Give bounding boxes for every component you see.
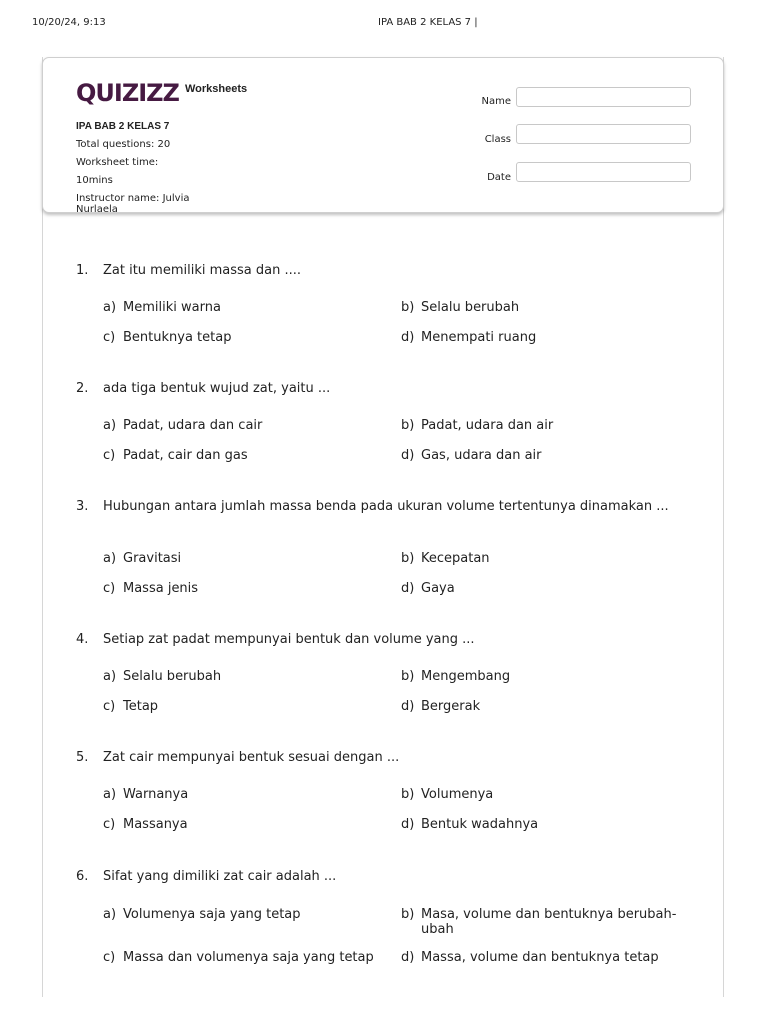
option-text: Volumenya (421, 787, 494, 802)
question-text: ada tiga bentuk wujud zat, yaitu ... (103, 381, 331, 396)
option-letter: d) (401, 330, 415, 345)
option-letter: d) (401, 448, 415, 463)
option-letter: b) (401, 669, 415, 684)
print-header (0, 17, 768, 31)
quizizz-logo (76, 79, 247, 107)
question-number: 3. (76, 499, 89, 514)
option-letter: d) (401, 699, 415, 714)
option-text: Bergerak (421, 699, 481, 714)
question-number: 5. (76, 750, 89, 765)
option-text: Padat, udara dan air (421, 418, 554, 433)
class-label: Class (484, 134, 511, 145)
option-letter: c) (103, 699, 116, 714)
option-text: Padat, udara dan cair (123, 418, 263, 433)
worksheet-title: IPA BAB 2 KELAS 7 (76, 121, 170, 132)
option-letter: a) (103, 669, 117, 684)
date-label: Date (487, 172, 511, 183)
option-text: Bentuk wadahnya (421, 817, 539, 832)
question-number: 1. (76, 263, 89, 278)
option-letter: a) (103, 787, 117, 802)
option-text: Menempati ruang (421, 330, 537, 345)
option-letter: a) (103, 300, 117, 315)
option-letter: b) (401, 300, 415, 315)
logo-subtitle: Worksheets (184, 83, 248, 95)
question-text: Zat cair mempunyai bentuk sesuai dengan ... (103, 750, 400, 765)
print-title: IPA BAB 2 KELAS 7 | (378, 17, 478, 28)
option-text: Selalu berubah (421, 300, 520, 315)
option-letter: c) (103, 817, 116, 832)
question-number: 2. (76, 381, 89, 396)
option-letter: d) (401, 817, 415, 832)
question-text: Setiap zat padat mempunyai bentuk dan volume yang ... (103, 632, 475, 647)
option-text: Bentuknya tetap (123, 330, 232, 345)
option-text: Kecepatan (421, 551, 490, 566)
total-questions: Total questions: 20 (76, 139, 171, 150)
option-text: Gravitasi (123, 551, 182, 566)
option-letter: d) (401, 950, 415, 965)
option-text: Masa, volume dan bentuknya berubah-ubah (421, 907, 677, 937)
option-letter: c) (103, 950, 116, 965)
option-letter: c) (103, 448, 116, 463)
print-footer (0, 998, 768, 1012)
worksheet-meta (76, 118, 226, 215)
worksheet-header-card (42, 57, 724, 213)
option-letter: a) (103, 551, 117, 566)
worksheet-time-label: Worksheet time: (76, 157, 159, 168)
option-text: Massa dan volumenya saja yang tetap (123, 950, 374, 965)
question-text: Hubungan antara jumlah massa benda pada ukuran volume tertentunya dinamakan ... (103, 499, 669, 514)
option-text: Selalu berubah (123, 669, 222, 684)
option-letter: a) (103, 418, 117, 433)
option-letter: a) (103, 907, 117, 922)
option-letter: b) (401, 418, 415, 433)
option-text: Massa, volume dan bentuknya tetap (421, 950, 659, 965)
option-letter: b) (401, 787, 415, 802)
name-field[interactable] (516, 87, 691, 107)
instructor-name: Instructor name: Julvia Nurlaela (76, 193, 190, 215)
class-field[interactable] (516, 124, 691, 144)
print-date: 10/20/24, 9:13 (32, 17, 106, 28)
option-text: Mengembang (421, 669, 511, 684)
question-text: Sifat yang dimiliki zat cair adalah ... (103, 869, 337, 884)
option-letter: b) (401, 907, 415, 922)
option-letter: d) (401, 581, 415, 596)
option-text: Volumenya saja yang tetap (123, 907, 301, 922)
name-label: Name (481, 96, 511, 107)
question-number: 6. (76, 869, 89, 884)
logo-wordmark: QUIZIZZ (76, 79, 179, 107)
option-text: Massanya (123, 817, 188, 832)
worksheet-time-value: 10mins (76, 175, 113, 186)
option-text: Padat, cair dan gas (123, 448, 248, 463)
question-text: Zat itu memiliki massa dan .... (103, 263, 302, 278)
option-text: Tetap (123, 699, 159, 714)
option-text: Memiliki warna (123, 300, 221, 315)
option-letter: c) (103, 581, 116, 596)
option-text: Massa jenis (123, 581, 199, 596)
question-number: 4. (76, 632, 89, 647)
option-letter: b) (401, 551, 415, 566)
option-text: Gaya (421, 581, 455, 596)
option-letter: c) (103, 330, 116, 345)
option-text: Gas, udara dan air (421, 448, 542, 463)
option-text: Warnanya (123, 787, 189, 802)
date-field[interactable] (516, 162, 691, 182)
